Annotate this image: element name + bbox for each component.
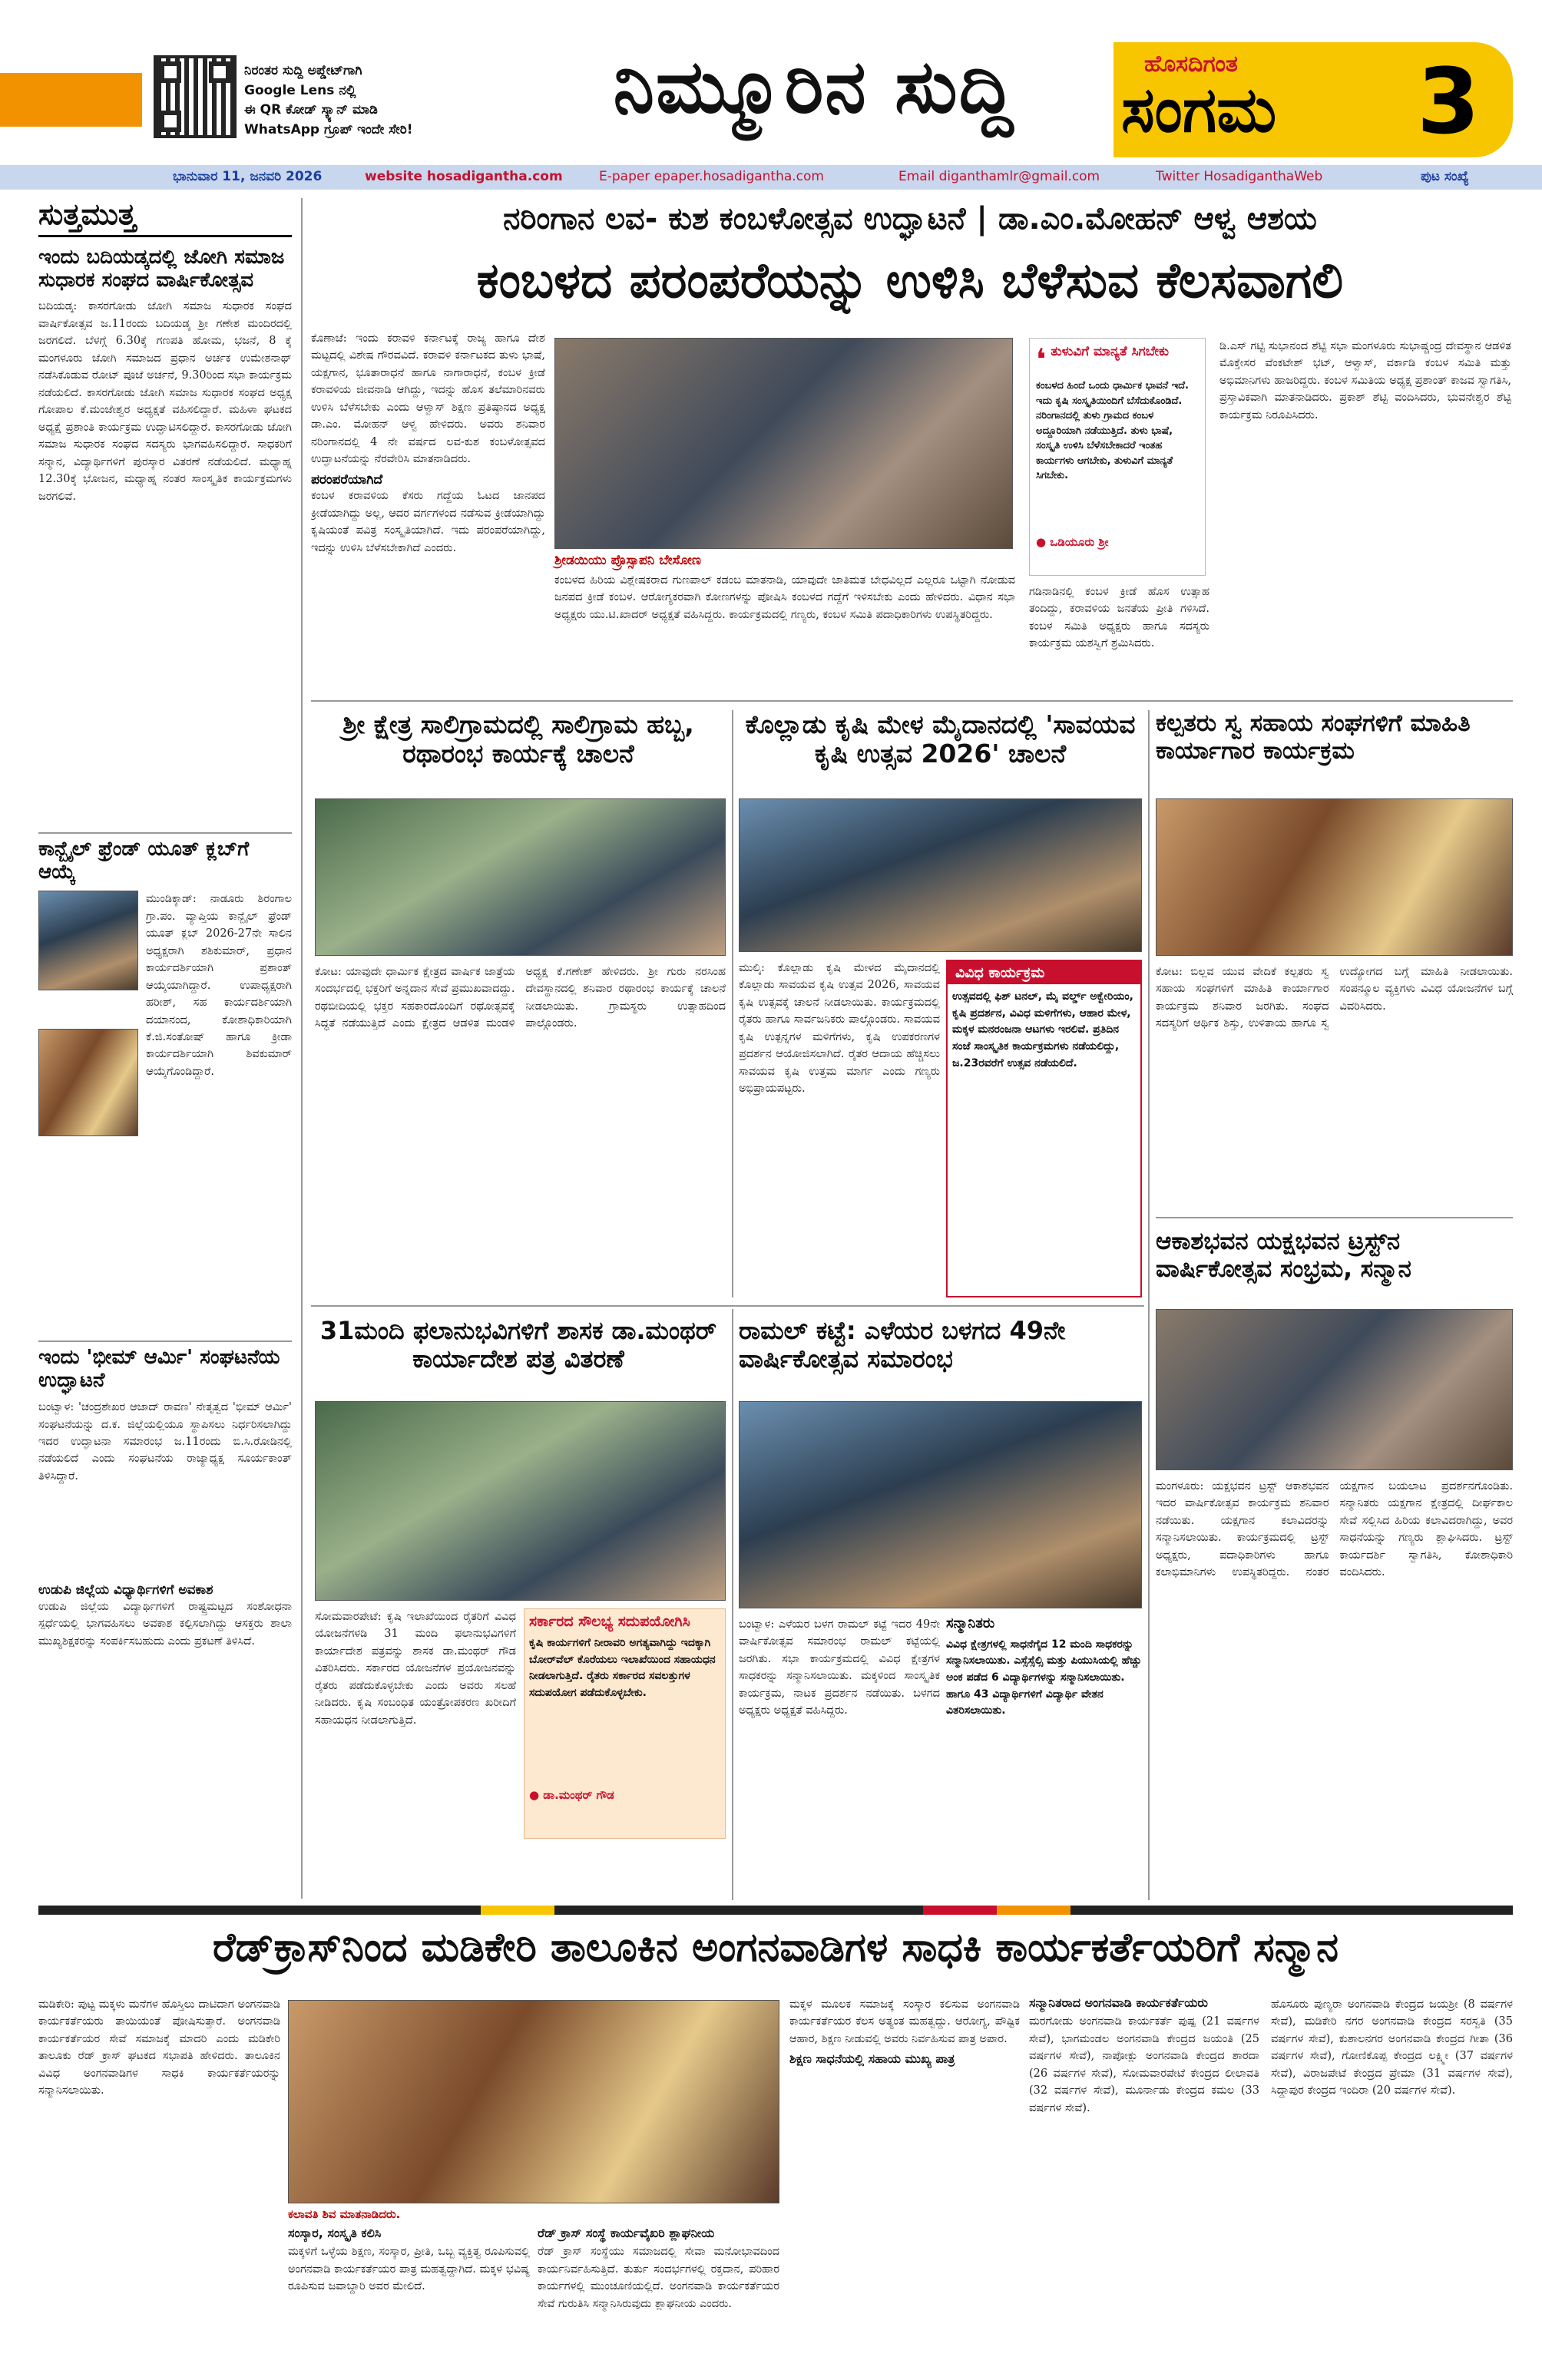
bottom-col5 (1029, 1996, 1259, 2372)
lead-body-mid: ಕಂಬಳದ ಹಿರಿಯ ವಿಶ್ಲೇಷಕರಾದ ಗುಣಪಾಲ್ ಕಡಂಬ ಮಾತನಾಡಿ, ಯಾವುದೇ ಜಾತಿಮತ ಬೇಧವಿಲ್ಲದೆ ಎಲ್ಲರೂ ಒಟ್ಟಾಗಿ ನೋಡುವ ಜನಪದ ಕ್ರೀಡೆ ಕಂಬಳ. ಆರೋಗ್ಯಕರವಾಗಿ ಕೋಣಗಳನ್ನು ಪೋಷಿಸಿ ಕಂಬಳದ ಗದ್ದೆಗೆ ಇಳಿಸಬೇಕು ಎಂದು ಹೇಳಿದರು. ವಿಧಾನ ಸಭಾ ಅಧ್ಯಕ್ಷರು ಯು.ಟಿ.ಖಾದರ್ ಅಧ್ಯಕ್ಷತೆ ವಹಿಸಿದ್ದರು. ಕಾರ್ಯಕ್ರಮದಲ್ಲಿ ಗಣ್ಯರು, ಕಂಬಳ ಸಮಿತಿ ಪದಾಧಿಕಾರಿಗಳು ಉಪಸ್ಥಿತರಿದ್ದರು. (554, 574, 1015, 621)
lead-col-bottom (1029, 583, 1209, 691)
story-a-body: ಕೋಟ: ಯಾವುದೇ ಧಾರ್ಮಿಕ ಕ್ಷೇತ್ರದ ವಾರ್ಷಿಕ ಜಾತ್ರೆಯ ಸಂದರ್ಭದಲ್ಲಿ ಭಕ್ತರಿಗೆ ಅನ್ನದಾನ ಸೇವೆ ಪ್ರಮುಖವಾದದ್ದು. ರಥಬೀದಿಯಲ್ಲಿ ಭಕ್ತರ ಸಹಕಾರದೊಂದಿಗೆ ರಥೋತ್ಸವಕ್ಕೆ ಸಿದ್ಧತೆ ನಡೆಯುತ್ತಿದೆ ಎಂದು ಕ್ಷೇತ್ರದ ಆಡಳಿತ ಮಂಡಳಿ ಅಧ್ಯಕ್ಷ ಕೆ.ಗಣೇಶ್ ಹೇಳಿದರು. ಶ್ರೀ ಗುರು ನರಸಿಂಹ ದೇವಸ್ಥಾನದಲ್ಲಿ ಶನಿವಾರ ರಥಾರಂಭ ಕಾರ್ಯಕ್ಕೆ ಚಾಲನೆ ನೀಡಲಾಯಿತು. ಗ್ರಾಮಸ್ಥರು ಉತ್ಸಾಹದಿಂದ ಪಾಲ್ಗೊಂಡರು. (315, 966, 726, 1030)
story-d-headline: ಆಕಾಶಭವನ ಯಕ್ಷಭವನ ಟ್ರಸ್ಟ್‌ನ ವಾರ್ಷಿಕೋತ್ಸವ ಸಂಭ್ರಮ, ಸನ್ಮಾನ (1156, 1228, 1411, 1283)
bottom-col2 (288, 2226, 530, 2372)
story-f-body: ಬಂಟ್ವಾಳ: ಎಳೆಯರ ಬಳಗ ರಾಮಲ್ ಕಟ್ಟೆ ಇದರ 49ನೇ ವಾರ್ಷಿಕೋತ್ಸವ ಸಮಾರಂಭ ರಾಮಲ್ ಕಟ್ಟೆಯಲ್ಲಿ ಜರಗಿತು. ಸಭಾ ಕಾರ್ಯಕ್ರಮದಲ್ಲಿ ವಿವಿಧ ಕ್ಷೇತ್ರಗಳ ಸಾಧಕರನ್ನು ಸನ್ಮಾನಿಸಲಾಯಿತು. ಮಕ್ಕಳಿಂದ ಸಾಂಸ್ಕೃತಿಕ ಕಾರ್ಯಕ್ರಮ, ನಾಟಕ ಪ್ರದರ್ಶನ ನಡೆಯಿತು. ಬಳಗದ ಅಧ್ಯಕ್ಷರು ಅಧ್ಯಕ್ಷತೆ ವಹಿಸಿದ್ದರು. (739, 1618, 940, 1717)
story-a-headline: ಶ್ರೀ ಕ್ಷೇತ್ರ ಸಾಲಿಗ್ರಾಮದಲ್ಲಿ ಸಾಲಿಗ್ರಾಮ ಹಬ್ಬ, ರಥಾರಂಭ ಕಾರ್ಯಕ್ಕೆ ಚಾಲನೆ (342, 709, 694, 769)
lead-col-mid (554, 572, 1015, 691)
page-number: 3 (1417, 48, 1481, 154)
story-e-box-author: ● ಡಾ.ಮಂಥರ್ ಗೌಡ (529, 1787, 614, 1802)
divider (1156, 1217, 1513, 1218)
divider (311, 1305, 1144, 1307)
sidebar-story1-body: ಬದಿಯಡ್ಕ: ಕಾಸರಗೋಡು ಜೋಗಿ ಸಮಾಜ ಸುಧಾರಕ ಸಂಘದ ವಾರ್ಷಿಕೋತ್ಸವ ಜ.11ರಂದು ಬದಿಯಡ್ಕ ಶ್ರೀ ಗಣೇಶ ಮಂದಿರದಲ್ಲಿ ಜರಗಲಿದೆ. ಬೆಳಗ್ಗೆ 6.30ಕ್ಕೆ ಗಣಪತಿ ಹೋಮ, ಭಜನೆ, 8 ಕ್ಕೆ ಮಂಗಳೂರು ಜೋಗಿ ಸಮಾಜದ ಪ್ರಧಾನ ಅರ್ಚಕ ಉಮೇಶನಾಥ್ ನಡೆಸಿಕೊಡುವ ರೋಟ್ ಪೂಜೆ ಅರ್ಚನೆ, 9.30ರಿಂದ ಸಭಾ ಕಾರ್ಯಕ್ರಮ ನಡೆಯಲಿದೆ. ಕಾಸರಗೋಡು ಜೋಗಿ ಸಮಾಜ ಸುಧಾರಕ ಸಂಘದ ಅಧ್ಯಕ್ಷ ಗೋಪಾಲ ಕೆ.ಮಂಜೇಶ್ವರ ಅಧ್ಯಕ್ಷತೆ ವಹಿಸಲಿದ್ದಾರೆ. ಮಹಿಳಾ ಘಟಕದ ಅಧ್ಯಕ್ಷೆ ಪ್ರಶಾಂತಿ ಕಾರ್ಯಕ್ರಮ ಉದ್ಘಾಟಿಸಲಿದ್ದಾರೆ. ಕಾಸರಗೋಡು ಜೋಗಿ ಸಮಾಜ ಸುಧಾರಕ ಸಂಘದ ಸದಸ್ಯರು ಭಾಗವಹಿಸಲಿದ್ದಾರೆ. ಸಾಧಕರಿಗೆ ಸನ್ಮಾನ, ವಿದ್ಯಾರ್ಥಿಗಳಿಗೆ ಪುರಸ್ಕಾರ ವಿತರಣೆ ನಡೆಯಲಿದೆ. ಮಧ್ಯಾಹ್ನ 12.30ಕ್ಕೆ ಭೋಜನ, ಮಧ್ಯಾಹ್ನ ನಂತರ ಸಾಂಸ್ಕೃತಿಕ ಕಾರ್ಯಕ್ರಮಗಳು ಜರಗಲಿವೆ. (38, 300, 292, 503)
story-d-text (1156, 1478, 1513, 1896)
bottom-subhead2: ರೆಡ್ ಕ್ರಾಸ್ ಸಂಸ್ಥೆ ಕಾರ್ಯವೈಖರಿ ಶ್ಲಾಘನೀಯ (538, 2226, 715, 2240)
story-f-text (739, 1616, 940, 1896)
lead-kicker: ನರಿಂಗಾನ ಲವ- ಕುಶ ಕಂಬಳೋತ್ಸವ ಉದ್ಘಾಟನೆ | ಡಾ.ಎಂ.ಮೋಹನ್ ಆಳ್ವ ಆಶಯ (503, 201, 1317, 236)
bottom-col1 (38, 1996, 280, 2372)
sidebar-story2-headline: ಕಾನ್ಬೈಲ್ ಫ್ರೆಂಡ್ ಯೂತ್ ಕ್ಲಬ್‌ಗೆ ಆಯ್ಕೆ (38, 838, 250, 884)
sidebar-story2-body: ಮುಂಡಿಕ್ಕಾಡ್: ನಾಡೂರು ಶಿರಂಗಾಲ ಗ್ರಾ.ಪಂ. ವ್ಯಾಪ್ತಿಯ ಕಾನ್ಬೈಲ್ ಫ್ರೆಂಡ್ ಯೂತ್ ಕ್ಲಬ್ 2026-27ನೇ ಸಾಲಿನ ಅಧ್ಯಕ್ಷರಾಗಿ ಶಶಿಕುಮಾರ್, ಪ್ರಧಾನ ಕಾರ್ಯದರ್ಶಿಯಾಗಿ ಪ್ರಶಾಂತ್ ಆಯ್ಕೆಯಾಗಿದ್ದಾರೆ. ಉಪಾಧ್ಯಕ್ಷರಾಗಿ ಹರೀಶ್, ಸಹ ಕಾರ್ಯದರ್ಶಿಯಾಗಿ ದಯಾನಂದ, ಕೋಶಾಧಿಕಾರಿಯಾಗಿ ಕೆ.ಜಿ.ಸಂತೋಷ್ ಹಾಗೂ ಕ್ರೀಡಾ ಕಾರ್ಯದರ್ಶಿಯಾಗಿ ಶಿವಕುಮಾರ್ ಆಯ್ಕೆಗೊಂಡಿದ್ದಾರೆ. (146, 893, 292, 1078)
qr-line: ಈ QR ಕೋಡ್ ಸ್ಕ್ಯಾನ್ ಮಾಡಿ (244, 102, 378, 117)
member-photo-2 (38, 1029, 138, 1136)
sidebar-story1-headline: ಇಂದು ಬದಿಯಡ್ಕದಲ್ಲಿ ಜೋಗಿ ಸಮಾಜ ಸುಧಾರಕ ಸಂಘದ ವಾರ್ಷಿಕೋತ್ಸವ (38, 245, 285, 292)
quote-author: ● ಒಡಿಯೂರು ಶ್ರೀ (1036, 535, 1109, 549)
divider (732, 710, 733, 1297)
sidebar-story3-subbody: ಉಡುಪಿ ಜಿಲ್ಲೆಯ ವಿದ್ಯಾರ್ಥಿಗಳಿಗೆ ರಾಷ್ಟ್ರಮಟ್ಟದ ಸಂಶೋಧನಾ ಸ್ಪರ್ಧೆಯಲ್ಲಿ ಭಾಗವಹಿಸಲು ಅವಕಾಶ ಕಲ್ಪಿಸಲಾಗಿದ್ದು ಆಸಕ್ತರು ಶಾಲಾ ಮುಖ್ಯಶಿಕ್ಷಕರನ್ನು ಸಂಪರ್ಕಿಸಬಹುದು ಎಂದು ಪ್ರಕಟಣೆ ತಿಳಿಸಿದೆ. (38, 1600, 292, 1648)
story-f-body2: ವಿವಿಧ ಕ್ಷೇತ್ರಗಳಲ್ಲಿ ಸಾಧನೆಗೈದ 12 ಮಂದಿ ಸಾಧಕರನ್ನು ಸನ್ಮಾನಿಸಲಾಯಿತು. ಎಸ್ಸೆಸ್ಸೆಲ್ಸಿ ಮತ್ತು ಪಿಯುಸಿಯಲ್ಲಿ ಹೆಚ್ಚು ಅಂಕ ಪಡೆದ 6 ವಿದ್ಯಾರ್ಥಿಗಳನ್ನು ಸನ್ಮಾನಿಸಲಾಯಿತು. ಹಾಗೂ 43 ವಿದ್ಯಾರ್ಥಿಗಳಿಗೆ ವಿದ್ಯಾರ್ಥಿ ವೇತನ ವಿತರಿಸಲಾಯಿತು. (946, 1638, 1142, 1717)
divider (732, 1309, 733, 1900)
masthead-title: ನಿಮ್ಮೂರಿನ ಸುದ್ದಿ (613, 44, 1015, 130)
story-e-photo (315, 1401, 726, 1601)
quote-title: ತುಳುವಿಗೆ ಮಾನ್ಯತೆ ಸಿಗಬೇಕು (1051, 344, 1170, 359)
story-b-headline: ಕೊಲ್ಲಾಡು ಕೃಷಿ ಮೇಳ ಮೈದಾನದಲ್ಲಿ 'ಸಾವಯವ ಕೃಷಿ ಉತ್ಸವ 2026' ಚಾಲನೆ (745, 709, 1136, 769)
bottom-body5: ಮರಗೋಡು ಅಂಗನವಾಡಿ ಕಾರ್ಯಕರ್ತೆ ಪುಷ್ಪ (21 ವರ್ಷಗಳ ಸೇವೆ), ಭಾಗಮಂಡಲ ಅಂಗನವಾಡಿ ಕೇಂದ್ರದ ಜಯಂತಿ (25 ವರ್ಷಗಳ ಸೇವೆ), ನಾಪೋಕ್ಲು ಅಂಗನವಾಡಿ ಕೇಂದ್ರದ ಶಾರದಾ (26 ವರ್ಷಗಳ ಸೇವೆ), ಸೋಮವಾರಪೇಟೆ ಕೇಂದ್ರದ ಲೀಲಾವತಿ (32 ವರ್ಷಗಳ ಸೇವೆ), ಮೂರ್ನಾಡು ಕೇಂದ್ರದ ಕಮಲ (33 ವರ್ಷಗಳ ಸೇವೆ). (1029, 2015, 1259, 2114)
bottom-photo-caption: ಕಲಾವತಿ ಶಿವ ಮಾತನಾಡಿದರು. (288, 2207, 401, 2221)
lead-photo-caption: ಶ್ರೀಡಯಿಯು ಪ್ರೊಸ್ಸಾಪನಿ ಬೇಸೋಣ (554, 553, 701, 568)
bottom-col3 (538, 2226, 779, 2372)
lead-divider (311, 700, 1513, 702)
bottom-subhead1: ಸಂಸ್ಕಾರ, ಸಂಸ್ಕೃತಿ ಕಲಿಸಿ (288, 2226, 382, 2240)
story-d-body: ಮಂಗಳೂರು: ಯಕ್ಷಭವನ ಟ್ರಸ್ಟ್ ಆಕಾಶಭವನ ಇದರ ವಾರ್ಷಿಕೋತ್ಸವ ಕಾರ್ಯಕ್ರಮ ಶನಿವಾರ ನಡೆಯಿತು. ಯಕ್ಷಗಾನ ಕಲಾವಿದರನ್ನು ಸನ್ಮಾನಿಸಲಾಯಿತು. ಕಾರ್ಯಕ್ರಮದಲ್ಲಿ ಟ್ರಸ್ಟ್ ಅಧ್ಯಕ್ಷರು, ಪದಾಧಿಕಾರಿಗಳು ಹಾಗೂ ಕಲಾಭಿಮಾನಿಗಳು ಉಪಸ್ಥಿತರಿದ್ದರು. ನಂತರ ಯಕ್ಷಗಾನ ಬಯಲಾಟ ಪ್ರದರ್ಶನಗೊಂಡಿತು. ಸನ್ಮಾನಿತರು ಯಕ್ಷಗಾನ ಕ್ಷೇತ್ರದಲ್ಲಿ ದೀರ್ಘಕಾಲ ಸೇವೆ ಸಲ್ಲಿಸಿದ ಹಿರಿಯ ಕಲಾವಿದರಾಗಿದ್ದು, ಅವರ ಸಾಧನೆಯನ್ನು ಗಣ್ಯರು ಶ್ಲಾಘಿಸಿದರು. ಟ್ರಸ್ಟ್ ಕಾರ್ಯದರ್ಶಿ ಸ್ವಾಗತಿಸಿ, ಕೋಶಾಧಿಕಾರಿ ವಂದಿಸಿದರು. (1156, 1480, 1513, 1579)
lead-col1 (311, 330, 545, 691)
lead-photo (554, 338, 1013, 549)
lead-body-right: ಡಿ.ಎಸ್ ಗಟ್ಟಿ ಸುಭಾನಂದ ಶೆಟ್ಟಿ ಸಭಾ ಮಂಗಳೂರು ಸುಭಾಷ್ಚಂದ್ರ ದೇವಸ್ಥಾನ ಆಡಳಿತ ಮೊಕ್ತೇಸರ ವೆಂಕಟೇಶ್ ಭಟ್, ಆಳ್ವಾಸ್, ವರ್ಕಾಡಿ ಕಂಬಳ ಸಮಿತಿ ಮತ್ತು ಅಭಿಮಾನಿಗಳು ಹಾಜರಿದ್ದರು. ಕಂಬಳ ಸಮಿತಿಯ ಅಧ್ಯಕ್ಷ ಪ್ರಶಾಂತ್ ಕಾಜವ ಸ್ವಾಗತಿಸಿ, ಪ್ರಸ್ತಾವಿಕವಾಗಿ ಮಾತನಾಡಿದರು. ಪ್ರಕಾಶ್ ಶೆಟ್ಟಿ ವಂದಿಸಿದರು, ಭುವನೇಶ್ವರ ಶೆಟ್ಟಿ ಕಾರ್ಯಕ್ರಮ ನಿರೂಪಿಸಿದರು. (1219, 340, 1511, 421)
member-photo-1 (38, 891, 138, 990)
story-f-photo (739, 1401, 1142, 1608)
bottom-photo (288, 2000, 779, 2203)
story-b-photo (739, 798, 1142, 952)
story-b-box-title: ವಿವಿಧ ಕಾರ್ಯಕ್ರಮ (948, 961, 1140, 984)
story-a-photo (315, 798, 726, 956)
sidebar-story3-body: ಬಂಟ್ವಾಳ: 'ಚಂದ್ರಶೇಖರ ಆಜಾದ್ ರಾವಣ' ನೇತೃತ್ವದ 'ಭೀಮ್ ಆರ್ಮಿ' ಸಂಘಟನೆಯನ್ನು ದ.ಕ. ಜಿಲ್ಲೆಯಲ್ಲಿಯೂ ಸ್ಥಾಪಿಸಲು ನಿರ್ಧರಿಸಲಾಗಿದ್ದು ಇದರ ಉದ್ಘಾಟನಾ ಸಮಾರಂಭ ಜ.11ರಂದು ಬಿ.ಸಿ.ರೋಡಿನಲ್ಲಿ ನಡೆಯಲಿದೆ ಎಂದು ಸಂಘಟನೆಯ ರಾಜ್ಯಾಧ್ಯಕ್ಷ ಸೂರ್ಯಕಾಂತ್ ತಿಳಿಸಿದ್ದಾರೆ. (38, 1401, 292, 1483)
lead-quote-box (1029, 338, 1206, 576)
bottom-headline: ರೆಡ್‌ಕ್ರಾಸ್‌ನಿಂದ ಮಡಿಕೇರಿ ತಾಲೂಕಿನ ಅಂಗನವಾಡಿಗಳ ಸಾಧಕಿ ಕಾರ್ಯಕರ್ತೆಯರಿಗೆ ಸನ್ಮಾನ (212, 1925, 1339, 1971)
brand-box (1113, 42, 1513, 157)
masthead (0, 0, 1542, 184)
orange-bar (0, 73, 142, 127)
bottom-body6: ಹೊಸೂರು ಪುಣ್ಯರಾ ಅಂಗನವಾಡಿ ಕೇಂದ್ರದ ಜಯಶ್ರೀ (8 ವರ್ಷಗಳ ಸೇವೆ), ಮಡಿಕೇರಿ ನಗರ ಅಂಗನವಾಡಿ ಕೇಂದ್ರದ ಸರಸ್ವತಿ (35 ವರ್ಷಗಳ ಸೇವೆ), ಕುಶಾಲನಗರ ಅಂಗನವಾಡಿ ಕೇಂದ್ರದ ಗೀತಾ (36 ವರ್ಷಗಳ ಸೇವೆ), ಗೋಣಿಕೊಪ್ಪ ಕೇಂದ್ರದ ಲಕ್ಷ್ಮೀ (37 ವರ್ಷಗಳ ಸೇವೆ), ವಿರಾಜಪೇಟೆ ಕೇಂದ್ರದ ಪ್ರೇಮಾ (31 ವರ್ಷಗಳ ಸೇವೆ), ಸಿದ್ದಾಪುರ ಕೇಂದ್ರದ ಇಂದಿರಾ (20 ವರ್ಷಗಳ ಸೇವೆ). (1271, 1998, 1513, 2097)
twitter-link[interactable]: Twitter HosadiganthaWeb (1156, 169, 1323, 184)
sidebar-story3-headline: ಇಂದು 'ಭೀಮ್ ಆರ್ಮಿ' ಸಂಘಟನೆಯ ಉದ್ಘಾಟನೆ (38, 1346, 280, 1393)
section-band (38, 1906, 1513, 1915)
date-text: ಭಾನುವಾರ 11, ಜನವರಿ 2026 (173, 169, 323, 184)
story-e-box-title: ಸರ್ಕಾರದ ಸೌಲಭ್ಯ ಸದುಪಯೋಗಿಸಿ (529, 1613, 690, 1630)
story-f-headline: ರಾಮಲ್ ಕಟ್ಟೆ: ಎಳೆಯರ ಬಳಗದ 49ನೇ ವಾರ್ಷಿಕೋತ್ಸವ ಸಮಾರಂಭ (739, 1316, 1066, 1373)
lead-col-right (1219, 338, 1511, 691)
story-b-body: ಮುಲ್ಕಿ: ಕೊಲ್ಲಾಡು ಕೃಷಿ ಮೇಳದ ಮೈದಾನದಲ್ಲಿ ಕೊಲ್ಲಾಡು ಸಾವಯವ ಕೃಷಿ ಉತ್ಸವ 2026, ಸಾವಯವ ಕೃಷಿ ಉತ್ಸವಕ್ಕೆ ಚಾಲನೆ ನೀಡಲಾಯಿತು. ಕಾರ್ಯಕ್ರಮದಲ್ಲಿ ರೈತರು ಹಾಗೂ ಸಾರ್ವಜನಿಕರು ಪಾಲ್ಗೊಂಡರು. ಸಾವಯವ ಕೃಷಿ ಉತ್ಪನ್ನಗಳ ಮಳಿಗೆಗಳು, ಕೃಷಿ ಉಪಕರಣಗಳ ಪ್ರದರ್ಶನ ಆಯೋಜಿಸಲಾಗಿದೆ. ರೈತರ ಆದಾಯ ಹೆಚ್ಚಿಸಲು ಸಾವಯವ ಕೃಷಿ ಉತ್ತಮ ಮಾರ್ಗ ಎಂದು ಗಣ್ಯರು ಅಭಿಪ್ರಾಯಪಟ್ಟರು. (739, 962, 940, 1096)
lead-body-bottom: ಗಡಿನಾಡಿನಲ್ಲಿ ಕಂಬಳ ಕ್ರೀಡೆ ಹೊಸ ಉತ್ಸಾಹ ತಂದಿದ್ದು, ಕರಾವಳಿಯ ಜನತೆಯ ಪ್ರೀತಿ ಗಳಿಸಿದೆ. ಕಂಬಳ ಸಮಿತಿ ಅಧ್ಯಕ್ಷರು ಹಾಗೂ ಸದಸ್ಯರು ಕಾರ್ಯಕ್ರಮ ಯಶಸ್ವಿಗೆ ಶ್ರಮಿಸಿದರು. (1029, 586, 1209, 650)
bottom-body3: ರೆಡ್ ಕ್ರಾಸ್ ಸಂಸ್ಥೆಯು ಸಮಾಜದಲ್ಲಿ ಸೇವಾ ಮನೋಭಾವದಿಂದ ಕಾರ್ಯನಿರ್ವಹಿಸುತ್ತಿದೆ. ತುರ್ತು ಸಂದರ್ಭಗಳಲ್ಲಿ ರಕ್ತದಾನ, ಪರಿಹಾರ ಕಾರ್ಯಗಳಲ್ಲಿ ಮುಂಚೂಣಿಯಲ್ಲಿದೆ. ಅಂಗನವಾಡಿ ಕಾರ್ಯಕರ್ತೆಯರ ಸೇವೆ ಗುರುತಿಸಿ ಸನ್ಮಾನಿಸಿರುವುದು ಶ್ಲಾಘನೀಯ ಎಂದರು. (538, 2246, 779, 2310)
sidebar-story3-subheadline: ಉಡುಪಿ ಜಿಲ್ಲೆಯ ವಿಧ್ಯಾರ್ಥಿಗಳಿಗೆ ಅವಕಾಶ (38, 1582, 213, 1598)
bottom-col4 (789, 1996, 1020, 2372)
story-c-photo (1156, 798, 1513, 956)
bottom-subhead3: ಶಿಕ್ಷಣ ಸಾಧನೆಯಲ್ಲಿ ಸಹಾಯ ಮುಖ್ಯ ಪಾತ್ರ (789, 2051, 955, 2067)
qr-line: Google Lens ನಲ್ಲಿ (244, 82, 356, 98)
story-c-headline: ಕಲ್ಪತರು ಸ್ವ ಸಹಾಯ ಸಂಘಗಳಿಗೆ ಮಾಹಿತಿ ಕಾರ್ಯಾಗಾರ ಕಾರ್ಯಕ್ರಮ (1156, 709, 1471, 765)
story-f-subhead: ಸನ್ಮಾನಿತರು (946, 1616, 995, 1631)
brand-small: ಹೊಸದಿಗಂತ (1144, 51, 1238, 78)
story-a-text (315, 964, 726, 1294)
qr-instructions (244, 61, 490, 140)
bottom-col6 (1271, 1996, 1513, 2372)
story-b-text (739, 960, 940, 1297)
page-label: ಪುಟ ಸಂಖ್ಯೆ (1421, 169, 1469, 184)
story-f-text2 (946, 1616, 1142, 1896)
story-e-box (524, 1608, 726, 1839)
bottom-body1: ಮಡಿಕೇರಿ: ಪುಟ್ಟ ಮಕ್ಕಳು ಮನೆಗಳ ಹೊಸ್ತಿಲು ದಾಟಿದಾಗ ಅಂಗನವಾಡಿ ಕಾರ್ಯಕರ್ತೆಯರು ತಾಯಿಯಂತೆ ಪೋಷಿಸುತ್ತಾರೆ. ಅಂಗನವಾಡಿ ಕಾರ್ಯಕರ್ತೆಯರ ಸೇವೆ ಸಮಾಜಕ್ಕೆ ಮಾದರಿ ಎಂದು ಮಡಿಕೇರಿ ತಾಲೂಕು ರೆಡ್ ಕ್ರಾಸ್ ಘಟಕದ ಸಭಾಪತಿ ಹೇಳಿದರು. ತಾಲೂಕಿನ ವಿವಿಧ ಅಂಗನವಾಡಿಗಳ ಸಾಧಕಿ ಕಾರ್ಯಕರ್ತೆಯರನ್ನು ಸನ್ಮಾನಿಸಲಾಯಿತು. (38, 1998, 280, 2097)
lead-body-left2: ಕಂಬಳ ಕರಾವಳಿಯ ಕೆಸರು ಗದ್ದೆಯ ಓಟದ ಜಾನಪದ ಕ್ರೀಡೆಯಾಗಿದ್ದು ಅಲ್ಲ, ಆದರ ವರ್ಗಗಳಂದ ನಡೆಸುವ ಕ್ರೀಡೆಯಾಗಿದ್ದು ಕೃಷಿಯಂತೆ ಪವಿತ್ರ ಸಂಸ್ಕೃತಿಯಾಗಿದೆ. ಇದು ಪರಂಪರೆಯಾಗಿದ್ದು, ಇದನ್ನು ಉಳಿಸಿ ಬೆಳೆಸಬೇಕಾಗಿದೆ ಎಂದರು. (311, 490, 545, 554)
website-link[interactable]: website hosadigantha.com (365, 169, 563, 184)
bottom-subhead4: ಸನ್ಮಾನಿತರಾದ ಅಂಗನವಾಡಿ ಕಾರ್ಯಕರ್ತೆಯರು (1029, 1996, 1208, 2010)
info-strip (0, 165, 1542, 190)
divider (1148, 1221, 1150, 1900)
story-b-box (946, 960, 1142, 1297)
bottom-body4: ಮಕ್ಕಳ ಮೂಲಕ ಸಮಾಜಕ್ಕೆ ಸಂಸ್ಕಾರ ಕಲಿಸುವ ಅಂಗನವಾಡಿ ಕಾರ್ಯಕರ್ತೆಯರ ಕೆಲಸ ಅತ್ಯಂತ ಮಹತ್ವದ್ದು. ಆರೋಗ್ಯ, ಪೌಷ್ಟಿಕ ಆಹಾರ, ಶಿಕ್ಷಣ ನೀಡುವಲ್ಲಿ ಅವರು ನಿರ್ವಹಿಸುವ ಪಾತ್ರ ಅಪಾರ. (789, 1998, 1020, 2045)
story-d-photo (1156, 1309, 1513, 1470)
lead-subhead: ಪರಂಪರೆಯಾಗಿದೆ (311, 471, 383, 488)
story-e-box-body: ಕೃಷಿ ಕಾರ್ಯಗಳಿಗೆ ನೀರಾವರಿ ಅಗತ್ಯವಾಗಿದ್ದು ಇದಕ್ಕಾಗಿ ಬೋರ್‌ವೆಲ್ ಕೊರೆಯಲು ಇಲಾಖೆಯಿಂದ ಸಹಾಯಧನ ನೀಡಲಾಗುತ್ತಿದೆ. ರೈತರು ಸರ್ಕಾರದ ಸವಲತ್ತುಗಳ ಸದುಪಯೋಗ ಪಡೆದುಕೊಳ್ಳಬೇಕು. (529, 1636, 716, 1699)
story-b-box-body: ಉತ್ಸವದಲ್ಲಿ ಫಿಶ್ ಟನಲ್, ಮೈ ವರ್ಲ್ಡ್ ಅಕ್ವೇರಿಯಂ, ಕೃಷಿ ಪ್ರದರ್ಶನ, ವಿವಿಧ ಮಳಿಗೆಗಳು, ಆಹಾರ ಮೇಳ, ಮಕ್ಕಳ ಮನರಂಜನಾ ಆಟಗಳು ಇರಲಿವೆ. ಪ್ರತಿದಿನ ಸಂಜೆ ಸಾಂಸ್ಕೃತಿಕ ಕಾರ್ಯಕ್ರಮಗಳು ನಡೆಯಲಿದ್ದು, ಜ.23ರವರೆಗೆ ಉತ್ಸವ ನಡೆಯಲಿದೆ. (952, 990, 1133, 1069)
brand-big: ಸಂಗಮ (1121, 74, 1277, 147)
quote-icon: ❛ (1036, 342, 1047, 376)
story-e-text (315, 1608, 516, 1896)
quote-body: ಕಂಬಳದ ಹಿಂದೆ ಒಂದು ಧಾರ್ಮಿಕ ಭಾವನೆ ಇದೆ. ಇದು ಕೃಷಿ ಸಂಸ್ಕೃತಿಯಿಂದಿಗೆ ಬೆಸೆದುಕೊಂಡಿದೆ. ನರಿಂಗಾನದಲ್ಲಿ ತುಳು ಗ್ರಾಮದ ಕಂಬಳ ಅದ್ದೂರಿಯಾಗಿ ನಡೆಯುತ್ತಿದೆ. ತುಳು ಭಾಷೆ, ಸಂಸ್ಕೃತಿ ಉಳಿಸಿ ಬೆಳೆಸಬೇಕಾದರೆ ಇಂತಹ ಕಾರ್ಯಗಳು ಆಗಬೇಕು, ತುಳುವಿಗೆ ಮಾನ್ಯತೆ ಸಿಗಬೇಕು. (1036, 380, 1189, 481)
qr-line: WhatsApp ಗ್ರೂಪ್ ಇಂದೇ ಸೇರಿ! (244, 121, 413, 137)
story-c-body: ಕೋಟ: ಬಿಲ್ಲವ ಯುವ ವೇದಿಕೆ ಕಲ್ಪತರು ಸ್ವ ಸಹಾಯ ಸಂಘಗಳಿಗೆ ಮಾಹಿತಿ ಕಾರ್ಯಾಗಾರ ಕಾರ್ಯಕ್ರಮ ಶನಿವಾರ ಜರಗಿತು. ಸಂಘದ ಸದಸ್ಯರಿಗೆ ಆರ್ಥಿಕ ಶಿಸ್ತು, ಉಳಿತಾಯ ಹಾಗೂ ಸ್ವ ಉದ್ಯೋಗದ ಬಗ್ಗೆ ಮಾಹಿತಿ ನೀಡಲಾಯಿತು. ಸಂಪನ್ಮೂಲ ವ್ಯಕ್ತಿಗಳು ವಿವಿಧ ಯೋಜನೆಗಳ ಬಗ್ಗೆ ವಿವರಿಸಿದರು. (1156, 966, 1513, 1030)
sidebar-section-title: ಸುತ್ತಮುತ್ತ (38, 198, 292, 237)
story-e-headline: 31ಮಂದಿ ಫಲಾನುಭವಿಗಳಿಗೆ ಶಾಸಕ ಡಾ.ಮಂಥರ್ ಕಾರ್ಯಾದೇಶ ಪತ್ರ ವಿತರಣೆ (319, 1316, 717, 1373)
email-link[interactable]: Email diganthamlr@gmail.com (898, 169, 1100, 184)
qr-line: ನಿರಂತರ ಸುದ್ದಿ ಅಪ್ಡೇಟ್‌ಗಾಗಿ (244, 63, 362, 78)
bottom-body2: ಮಕ್ಕಳಿಗೆ ಒಳ್ಳೆಯ ಶಿಕ್ಷಣ, ಸಂಸ್ಕಾರ, ಪ್ರೀತಿ, ಒಬ್ಬ ವ್ಯಕ್ತಿತ್ವ ರೂಪಿಸುವಲ್ಲಿ ಅಂಗನವಾಡಿ ಕಾರ್ಯಕರ್ತೆಯರ ಪಾತ್ರ ಮಹತ್ವದ್ದಾಗಿದೆ. ಮಕ್ಕಳ ಭವಿಷ್ಯ ರೂಪಿಸುವ ಜವಾಬ್ದಾರಿ ಅವರ ಮೇಲಿದೆ. (288, 2246, 530, 2293)
lead-body-left: ಕೊಣಾಜೆ: ಇಂದು ಕರಾವಳಿ ಕರ್ನಾಟಕ್ಕೆ ರಾಜ್ಯ ಹಾಗೂ ದೇಶ ಮಟ್ಟದಲ್ಲಿ ವಿಶೇಷ ಗೌರವವಿದೆ. ಕರಾವಳಿ ಕರ್ನಾಟಕದ ತುಳು ಭಾಷೆ, ಯಕ್ಷಗಾನ, ಭೂತಾರಾಧನೆ ಹಾಗೂ ನಾಗಾರಾಧನೆ, ಕಂಬಳ ಕ್ರೀಡೆ ಕರಾವಳಿಯ ಜೀವನಾಡಿ ಆಗಿದ್ದು, ಇದನ್ನು ಹೊಸ ತಲೆಮಾರಿನವರು ಉಳಿಸಿ ಬೆಳೆಸಬೇಕು ಎಂದು ಆಳ್ವಾಸ್ ಶಿಕ್ಷಣ ಪ್ರತಿಷ್ಠಾನದ ಅಧ್ಯಕ್ಷ ಡಾ.ಎಂ. ಮೋಹನ್ ಆಳ್ವ ಹೇಳಿದರು. ಅವರು ಶನಿವಾರ ನರಿಂಗಾನದಲ್ಲಿ 4 ನೇ ವರ್ಷದ ಲವ-ಕುಶ ಕಂಬಳೋತ್ಸವದ ಉದ್ಘಾಟನೆಯನ್ನು ನೆರವೇರಿಸಿ ಮಾತನಾಡಿದರು. (311, 332, 545, 466)
story-c-text (1156, 964, 1513, 1209)
epaper-link[interactable]: E-paper epaper.hosadigantha.com (599, 169, 824, 184)
divider (1148, 710, 1150, 1297)
sidebar-divider (301, 198, 303, 1899)
qr-code-icon[interactable] (154, 55, 237, 138)
sidebar (38, 198, 292, 1902)
lead-headline: ಕಂಬಳದ ಪರಂಪರೆಯನ್ನು ಉಳಿಸಿ ಬೆಳೆಸುವ ಕೆಲಸವಾಗಲಿ (476, 253, 1344, 309)
story-e-body: ಸೋಮವಾರಪೇಟೆ: ಕೃಷಿ ಇಲಾಖೆಯಿಂದ ರೈತರಿಗೆ ವಿವಿಧ ಯೋಜನೆಗಳಡಿ 31 ಮಂದಿ ಫಲಾನುಭವಿಗಳಿಗೆ ಕಾರ್ಯಾದೇಶ ಪತ್ರವನ್ನು ಶಾಸಕ ಡಾ.ಮಂಥರ್ ಗೌಡ ವಿತರಿಸಿದರು. ಸರ್ಕಾರದ ಯೋಜನೆಗಳ ಪ್ರಯೋಜನವನ್ನು ರೈತರು ಪಡೆದುಕೊಳ್ಳಬೇಕು ಎಂದು ಅವರು ಸಲಹೆ ನೀಡಿದರು. ಕೃಷಿ ಸಂಬಂಧಿತ ಯಂತ್ರೋಪಕರಣ ಖರೀದಿಗೆ ಸಹಾಯಧನ ನೀಡಲಾಗುತ್ತಿದೆ. (315, 1611, 516, 1727)
